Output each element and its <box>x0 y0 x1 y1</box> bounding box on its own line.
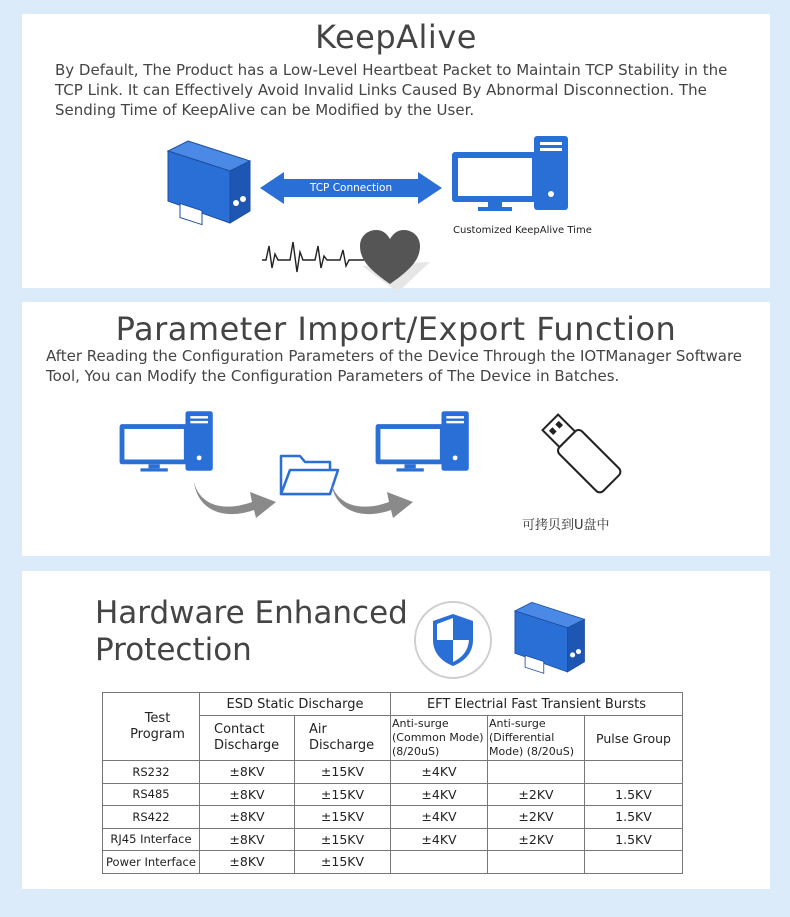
col-anti-surge-differential: Anti-surge (Differential Mode) (8/20uS) <box>488 716 585 761</box>
table-cell <box>391 851 488 874</box>
table-row <box>103 851 683 874</box>
col-anti-surge-common: Anti-surge (Common Mode) (8/20uS) <box>391 716 488 761</box>
table-row <box>103 761 683 784</box>
table-cell <box>488 851 585 874</box>
keepalive-description: By Default, The Product has a Low-Level Heartbeat Packet to Maintain TCP Stability in the TCP Link. It can Effectively Avoid Invalid Links Caused By Abnormal Disconnection. The Sending Time of KeepAlive can be Modified by the User. <box>55 61 728 119</box>
device-box-icon <box>160 137 254 229</box>
param-io-panel <box>22 302 770 556</box>
eft-group-header: EFT Electrial Fast Transient Bursts <box>391 693 683 716</box>
computer-icon <box>374 409 472 473</box>
table-cell: ±8KV <box>200 806 295 829</box>
table-cell: ±8KV <box>200 828 295 851</box>
param-io-description: After Reading the Configuration Parameters of the Device Through the IOTManager Software Tool, You can Modify the Configuration Parameters of The Device in Batches. <box>46 347 743 385</box>
table-cell: ±2KV <box>488 828 585 851</box>
tcp-connection-arrow <box>260 172 442 204</box>
computer-icon <box>450 134 572 212</box>
col-air-discharge: Air Discharge <box>295 716 391 761</box>
hardware-title: Hardware Enhanced Protection <box>95 595 408 668</box>
test-program-header: Test Program <box>103 693 200 761</box>
table-cell: ±8KV <box>200 851 295 874</box>
table-cell <box>585 761 683 784</box>
col-pulse-group: Pulse Group <box>585 716 683 761</box>
row-name: Power Interface <box>103 851 200 874</box>
table-cell: ±8KV <box>200 783 295 806</box>
row-name: RS422 <box>103 806 200 829</box>
keepalive-panel <box>22 14 770 288</box>
shield-icon <box>413 600 493 680</box>
table-cell: 1.5KV <box>585 783 683 806</box>
curved-arrow-icon <box>327 480 415 518</box>
table-cell: ±15KV <box>295 761 391 784</box>
row-name: RS232 <box>103 761 200 784</box>
protection-table <box>102 692 683 874</box>
esd-group-header: ESD Static Discharge <box>200 693 391 716</box>
table-cell: 1.5KV <box>585 828 683 851</box>
computer-icon <box>118 409 216 473</box>
row-name: RJ45 Interface <box>103 828 200 851</box>
table-row <box>103 783 683 806</box>
table-cell: ±2KV <box>488 806 585 829</box>
keepalive-title: KeepAlive <box>315 18 477 56</box>
table-cell: ±15KV <box>295 783 391 806</box>
table-cell <box>585 851 683 874</box>
table-cell: ±4KV <box>391 828 488 851</box>
table-cell: ±4KV <box>391 806 488 829</box>
usb-caption: 可拷贝到U盘中 <box>522 518 610 533</box>
heart-icon <box>340 222 440 292</box>
table-cell: ±4KV <box>391 761 488 784</box>
tcp-connection-label: TCP Connection <box>309 182 393 194</box>
param-io-title: Parameter Import/Export Function <box>115 310 677 348</box>
computer-caption: Customized KeepAlive Time <box>453 225 592 236</box>
table-cell: 1.5KV <box>585 806 683 829</box>
table-cell: ±8KV <box>200 761 295 784</box>
table-row <box>103 806 683 829</box>
table-cell: ±15KV <box>295 851 391 874</box>
row-name: RS485 <box>103 783 200 806</box>
table-cell: ±15KV <box>295 828 391 851</box>
curved-arrow-icon <box>190 480 278 518</box>
table-cell: ±4KV <box>391 783 488 806</box>
table-row <box>103 828 683 851</box>
hardware-panel <box>22 571 770 889</box>
device-box-icon <box>508 599 588 677</box>
table-cell: ±2KV <box>488 783 585 806</box>
table-cell: ±15KV <box>295 806 391 829</box>
usb-drive-icon <box>534 404 626 500</box>
col-contact-discharge: Contact Discharge <box>200 716 295 761</box>
table-cell <box>488 761 585 784</box>
